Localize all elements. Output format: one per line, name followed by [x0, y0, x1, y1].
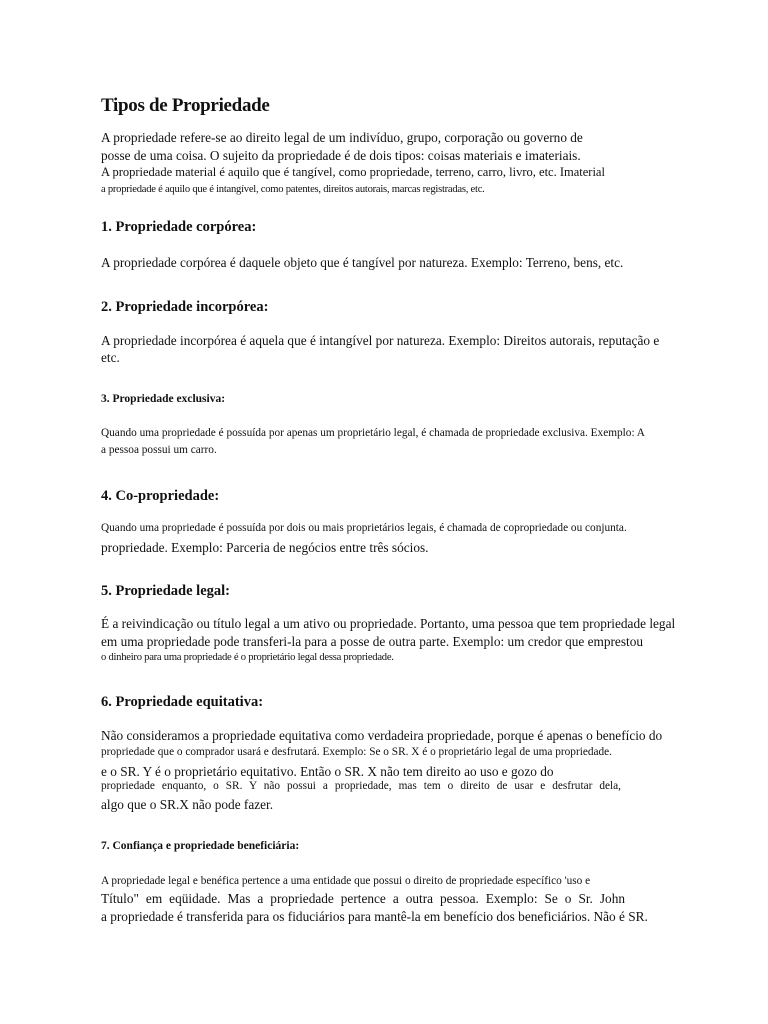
- section-text-line: o dinheiro para uma propriedade é o proprietário legal dessa propriedade.: [101, 652, 394, 663]
- intro-line: A propriedade material é aquilo que é tangível, como propriedade, terreno, carro, livro, etc. Imaterial: [101, 165, 605, 179]
- page-title: Tipos de Propriedade: [101, 95, 270, 116]
- section-heading: 2. Propriedade incorpórea:: [101, 299, 269, 315]
- section-heading: 1. Propriedade corpórea:: [101, 219, 257, 235]
- section-heading: 5. Propriedade legal:: [101, 583, 231, 599]
- section-text-line: A propriedade legal e benéfica pertence a uma entidade que possui o direito de propriedade específico 'uso e: [101, 875, 591, 887]
- section-text-line: propriedade. Exemplo: Parceria de negócios entre três sócios.: [101, 540, 429, 555]
- section-text-line: Quando uma propriedade é possuída por dois ou mais proprietários legais, é chamada de copropriedade ou conjunta.: [101, 522, 627, 534]
- section-text-line: em uma propriedade pode transferi-la para a posse de outra parte. Exemplo: um credor que emprestou: [101, 634, 644, 649]
- section-text-line: A propriedade corpórea é daquele objeto que é tangível por natureza. Exemplo: Terreno, bens, etc.: [101, 255, 624, 270]
- section-heading: 4. Co-propriedade:: [101, 488, 220, 504]
- section-text-line: algo que o SR.X não pode fazer.: [101, 797, 274, 812]
- intro-line: posse de uma coisa. O sujeito da propriedade é de dois tipos: coisas materiais e imateriais.: [101, 148, 581, 163]
- section-text-line: Não consideramos a propriedade equitativa como verdadeira propriedade, porque é apenas o benefício do: [101, 728, 663, 743]
- section-text-line: e o SR. Y é o proprietário equitativo. Então o SR. X não tem direito ao uso e gozo do: [101, 764, 554, 779]
- section-text-line: etc.: [101, 350, 120, 365]
- section-text-line: Quando uma propriedade é possuída por apenas um proprietário legal, é chamada de propriedade exclusiva. Exemplo: A: [101, 427, 645, 439]
- intro-line: a propriedade é aquilo que é intangível, como patentes, direitos autorais, marcas registradas, etc.: [101, 184, 485, 195]
- section-heading: 6. Propriedade equitativa:: [101, 694, 264, 710]
- section-heading: 3. Propriedade exclusiva:: [101, 393, 226, 405]
- section-text-line: A propriedade incorpórea é aquela que é intangível por natureza. Exemplo: Direitos autorais, reputação e: [101, 333, 660, 348]
- intro-line: A propriedade refere-se ao direito legal de um indivíduo, grupo, corporação ou governo de: [101, 130, 583, 145]
- section-text-line: a pessoa possui um carro.: [101, 444, 217, 456]
- section-text-line: propriedade que o comprador usará e desfrutará. Exemplo: Se o SR. X é o proprietário legal de uma propriedade.: [101, 746, 613, 758]
- section-text-line: a propriedade é transferida para os fiduciários para mantê-la em benefício dos beneficiários. Não é SR.: [101, 909, 648, 924]
- section-text-line: É a reivindicação ou título legal a um ativo ou propriedade. Portanto, uma pessoa que tem propriedade legal: [101, 616, 676, 631]
- section-text-line: propriedade enquanto, o SR. Y não possui a propriedade, mas tem o direito de usar e desfrutar dela,: [101, 780, 621, 792]
- section-text-line: Título" em eqüidade. Mas a propriedade pertence a outra pessoa. Exemplo: Se o Sr. John: [101, 891, 625, 906]
- section-heading: 7. Confiança e propriedade beneficiária:: [101, 840, 300, 852]
